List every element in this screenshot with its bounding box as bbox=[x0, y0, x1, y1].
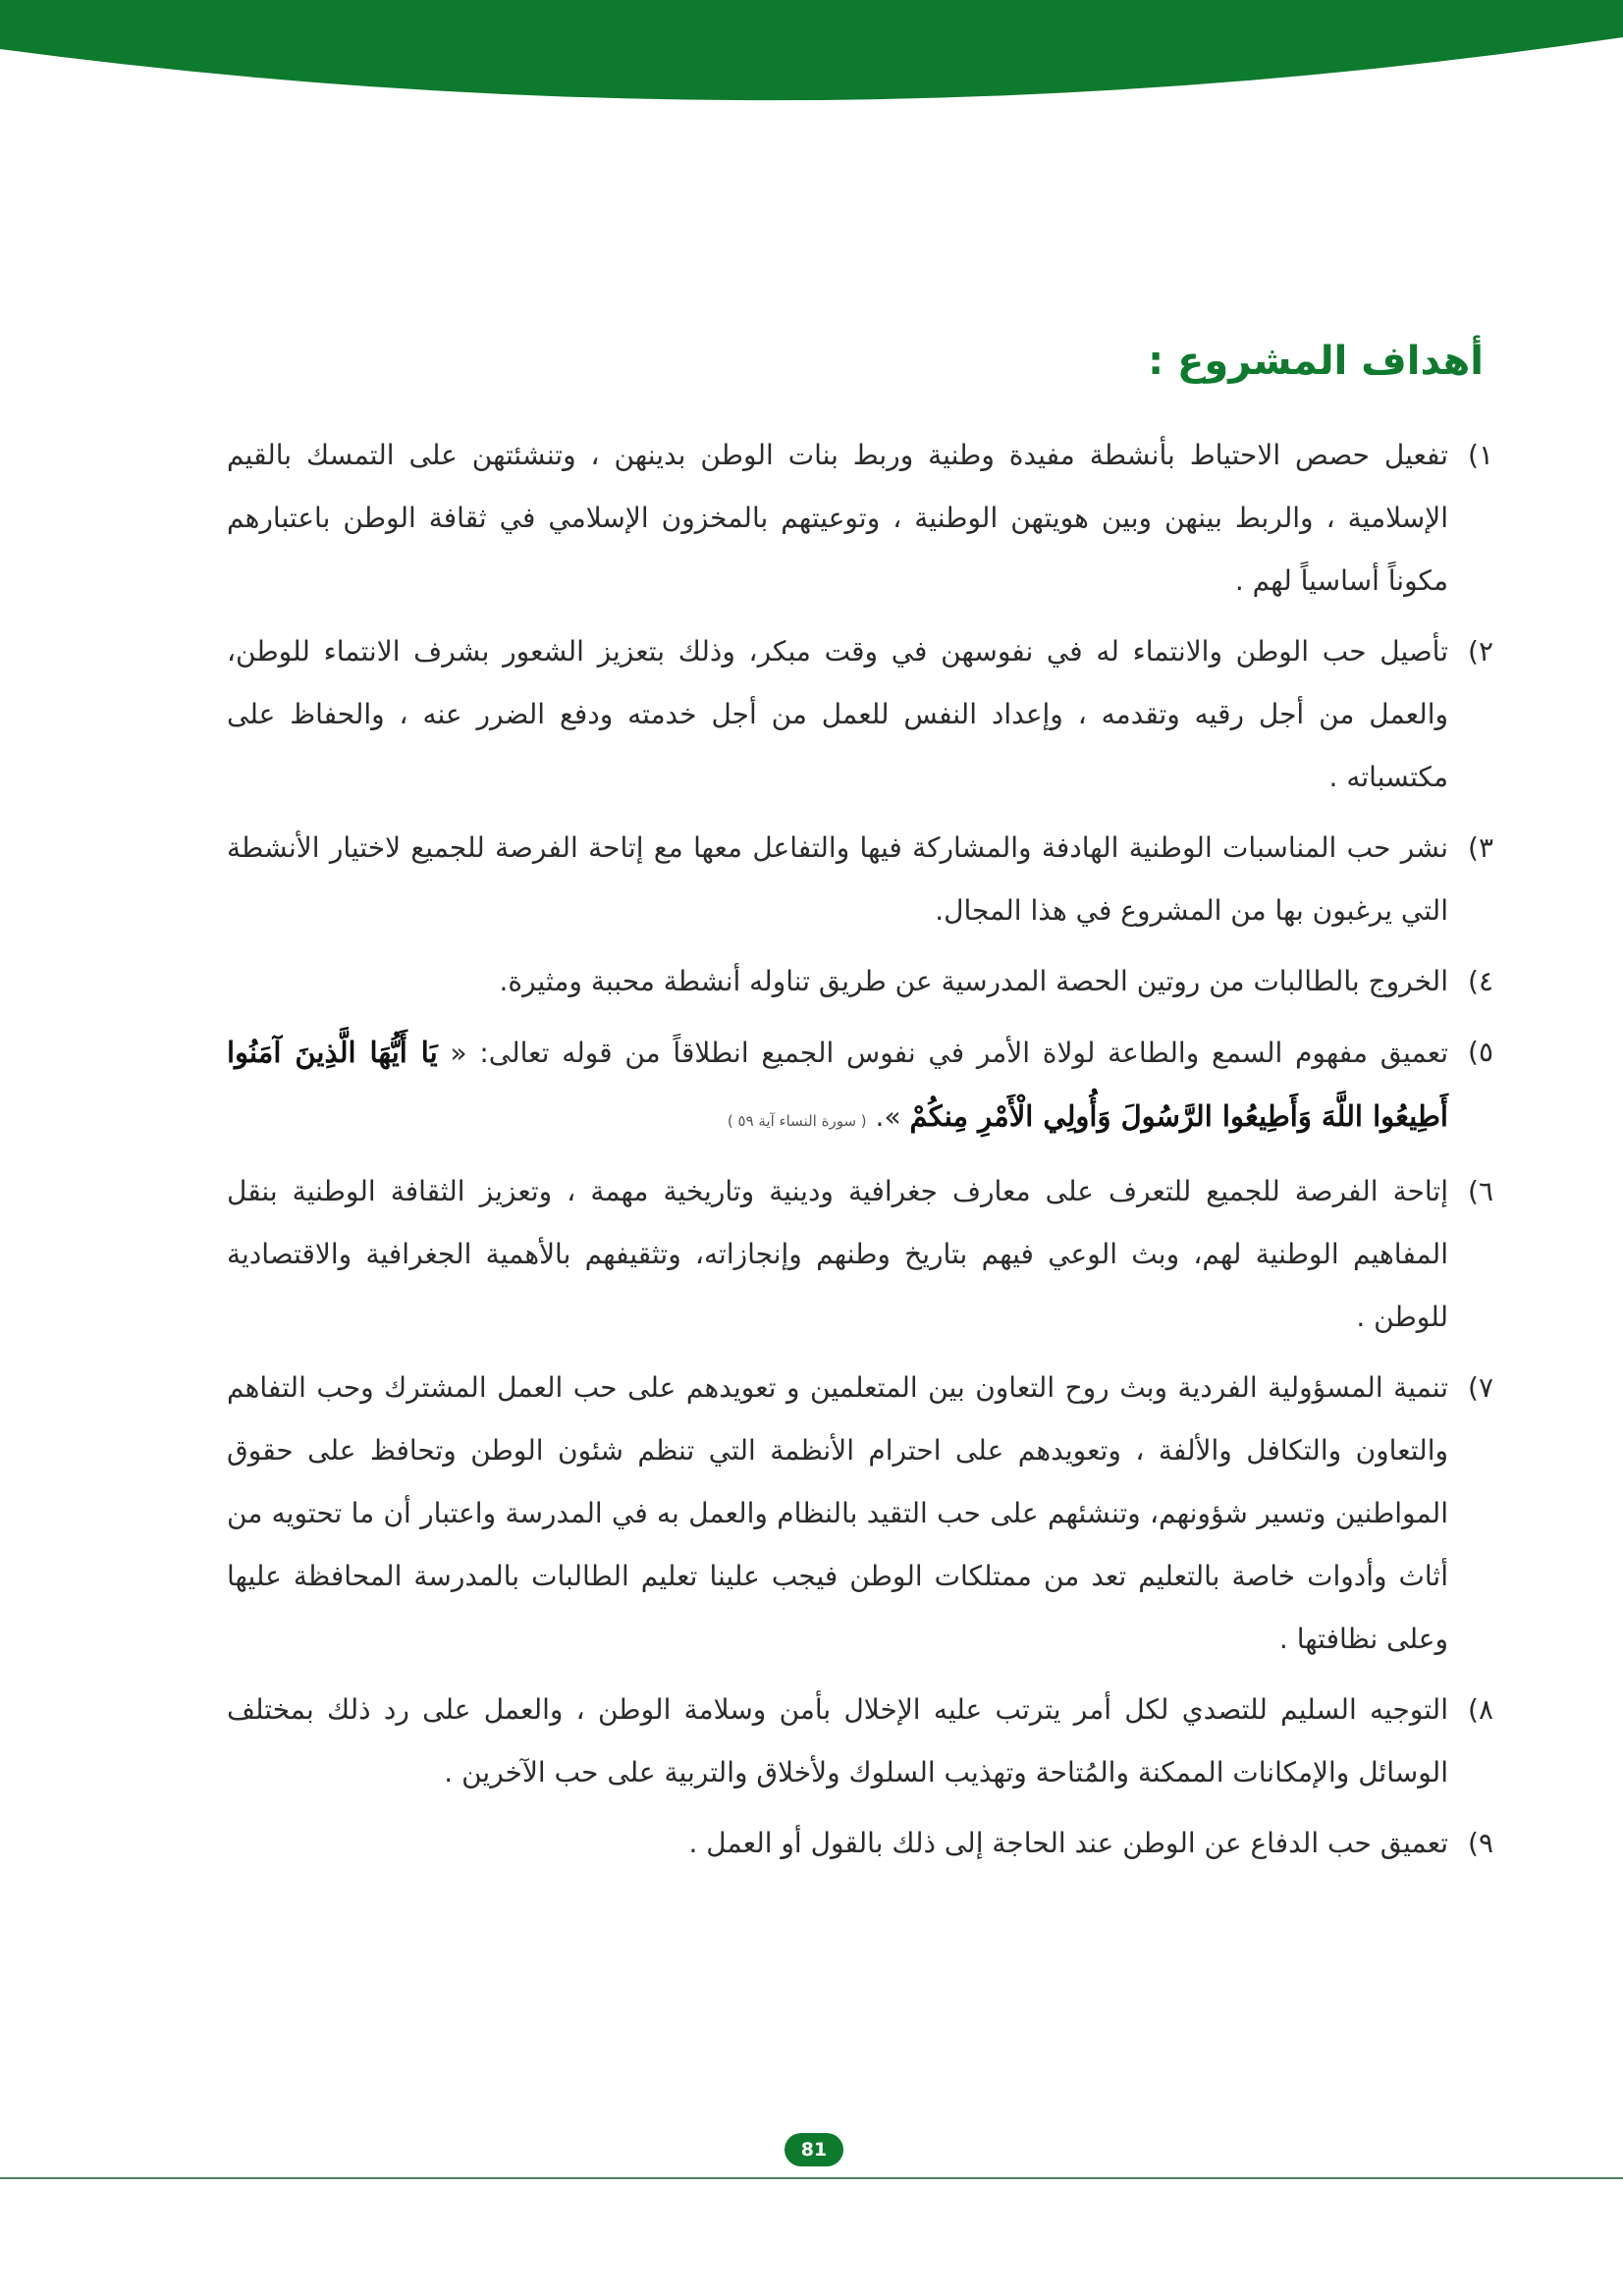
goal-item-9 bbox=[227, 1812, 1493, 1875]
goal-item-2 bbox=[227, 620, 1493, 809]
header-green-band bbox=[0, 0, 1623, 108]
goal-text: تعميق حب الدفاع عن الوطن عند الحاجة إلى ذلك بالقول أو العمل . bbox=[688, 1827, 1448, 1859]
footer-rule bbox=[0, 2177, 1623, 2179]
section-title: أهداف المشروع : bbox=[1148, 339, 1484, 384]
verse-reference: ( سورة النساء آية ٥٩ ) bbox=[727, 1112, 867, 1130]
goal-text-intro: تعميق مفهوم السمع والطاعة لولاة الأمر في نفوس الجميع انطلاقاً من قوله تعالى: « bbox=[450, 1037, 1448, 1069]
goal-text: تفعيل حصص الاحتياط بأنشطة مفيدة وطنية وربط بنات الوطن بدينهن ، وتنشئتهن على التمسك بالقيم الإسلامية ، والربط بينهن وبين هويتهن الوطنية ، وتوعيتهم بالمخزون الإسلامي في ثقافة الوطن باعتبارهم مكوناً أساسياً لهم . bbox=[227, 439, 1448, 597]
goal-text: تنمية المسؤولية الفردية وبث روح التعاون بين المتعلمين و تعويدهم على حب العمل المشترك وحب التفاهم والتعاون والتكافل والألفة ، وتعويدهم على احترام الأنظمة التي تنظم شئون الوطن وتحافظ على حقوق المواطنين وتسير شؤونهم، وتنشئهم على حب التقيد بالنظام والعمل به في المدرسة واعتبار أن ما تحتويه من أثاث وأدوات خاصة بالتعليم تعد من ممتلكات الوطن فيجب علينا تعليم الطالبات بالمدرسة المحافظة عليها وعلى نظافتها . bbox=[227, 1371, 1448, 1655]
goal-number: ٩) bbox=[1468, 1827, 1493, 1859]
goal-number: ٢) bbox=[1468, 635, 1493, 667]
goal-item-4 bbox=[227, 950, 1493, 1013]
goal-text bbox=[227, 1021, 1448, 1152]
quran-verse: يَا أَيُّهَا الَّذِينَ آمَنُوا أَطِيعُوا اللَّهَ وَأَطِيعُوا الرَّسُولَ وَأُولِي الْأَمْرِ مِنكُمْ bbox=[227, 1036, 1448, 1133]
goal-text: نشر حب المناسبات الوطنية الهادفة والمشاركة فيها والتفاعل معها مع إتاحة الفرصة للجميع لاختيار الأنشطة التي يرغبون بها من المشروع في هذا المجال. bbox=[227, 831, 1448, 927]
goal-item-3 bbox=[227, 817, 1493, 942]
goal-number: ٦) bbox=[1468, 1175, 1493, 1207]
goal-number: ٣) bbox=[1468, 831, 1493, 864]
goal-item-5 bbox=[227, 1021, 1493, 1152]
goal-number: ٧) bbox=[1468, 1371, 1493, 1404]
goal-number: ٤) bbox=[1468, 965, 1493, 997]
goal-item-6 bbox=[227, 1160, 1493, 1349]
goal-number: ١) bbox=[1468, 439, 1493, 471]
goal-text: إتاحة الفرصة للجميع للتعرف على معارف جغرافية ودينية وتاريخية مهمة ، وتعزيز الثقافة الوطنية بنقل المفاهيم الوطنية لهم، وبث الوعي فيهم بتاريخ وطنهم وإنجازاته، وتثقيفهم بالأهمية الجغرافية والاقتصادية للوطن . bbox=[227, 1175, 1448, 1333]
page-number-badge: 81 bbox=[784, 2133, 843, 2166]
goal-item-8 bbox=[227, 1679, 1493, 1804]
goal-text: الخروج بالطالبات من روتين الحصة المدرسية عن طريق تناوله أنشطة محببة ومثيرة. bbox=[499, 965, 1448, 997]
goal-text-closing: ». bbox=[875, 1100, 901, 1133]
goal-number: ٥) bbox=[1468, 1036, 1493, 1068]
goal-text: التوجيه السليم للتصدي لكل أمر يترتب عليه الإخلال بأمن وسلامة الوطن ، والعمل على رد ذلك بمختلف الوسائل والإمكانات الممكنة والمُتاحة وتهذيب السلوك ولأخلاق والتربية على حب الآخرين . bbox=[227, 1693, 1448, 1789]
goal-number: ٨) bbox=[1468, 1693, 1493, 1726]
goals-list bbox=[227, 424, 1493, 1883]
goal-item-7 bbox=[227, 1357, 1493, 1671]
goal-text: تأصيل حب الوطن والانتماء له في نفوسهن في وقت مبكر، وذلك بتعزيز الشعور بشرف الانتماء للوطن، والعمل من أجل رقيه وتقدمه ، وإعداد النفس للعمل من أجل خدمته ودفع الضرر عنه ، والحفاظ على مكتسباته . bbox=[227, 635, 1448, 793]
goal-item-1 bbox=[227, 424, 1493, 613]
header-band-shape bbox=[0, 0, 1623, 108]
